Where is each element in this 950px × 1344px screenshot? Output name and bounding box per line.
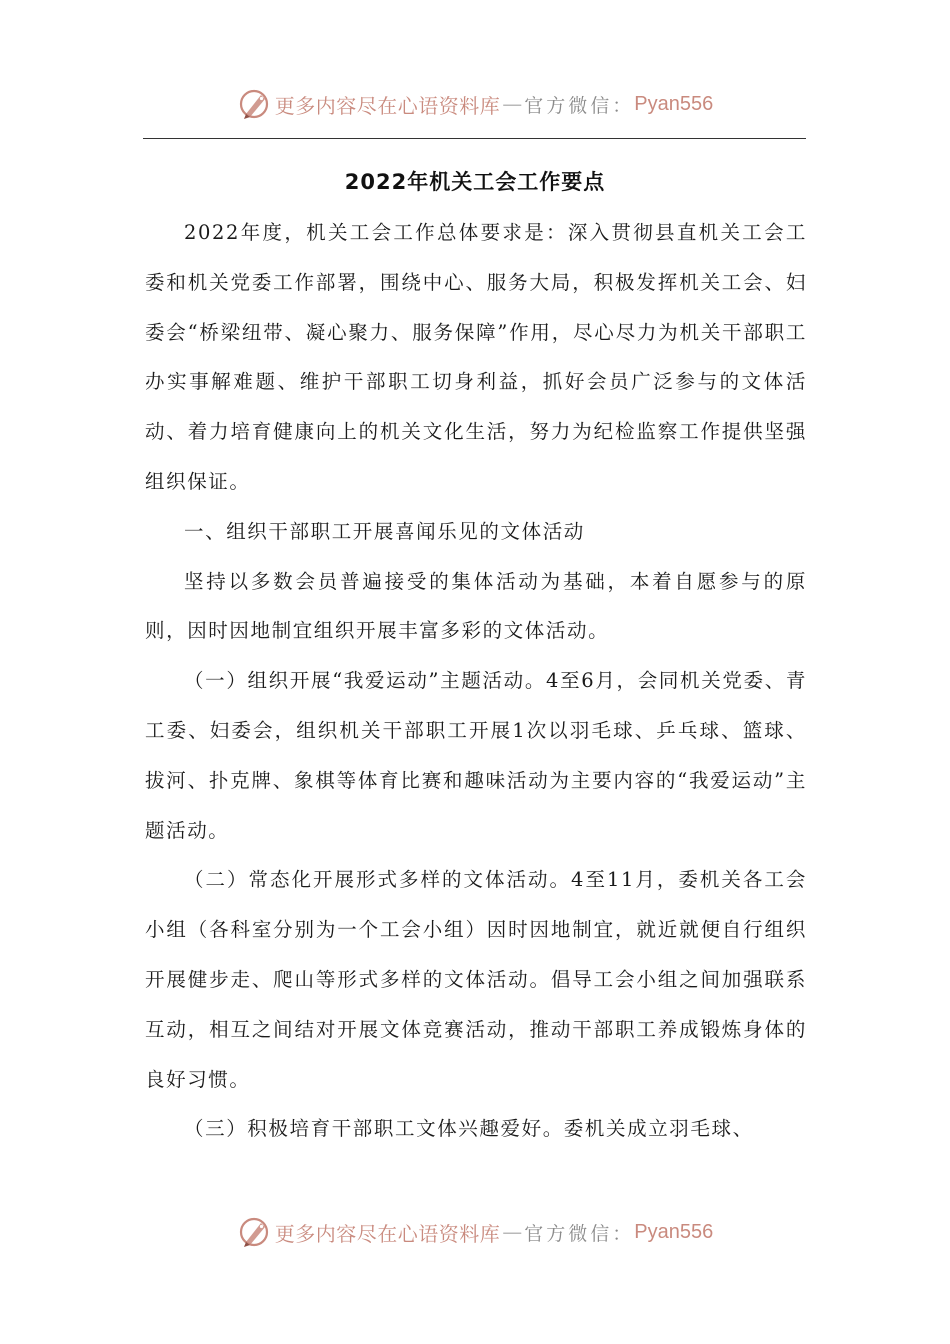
paragraph-item-2: （二）常态化开展形式多样的文体活动。4至11月，委机关各工会小组（各科室分别为一个工会小组）因时因地制宜，就近就便自行组织开展健步走、爬山等形式多样的文体活动。倡导工会小组之间加强联系互动，相互之间结对开展文体竞赛活动，推动干部职工养成锻炼身体的良好习惯。 bbox=[145, 868, 807, 1091]
watermark-wechat-label: 官方微信： bbox=[524, 1222, 635, 1245]
watermark-brand-text: 更多内容尽在心语资料库 bbox=[274, 93, 501, 118]
pen-nib-logo-icon bbox=[237, 87, 271, 121]
header-divider bbox=[143, 138, 806, 139]
watermark-wechat-id: Pyan556 bbox=[634, 1220, 714, 1243]
paragraph-item-1: （一）组织开展“我爱运动”主题活动。4至6月，会同机关党委、青工委、妇委会，组织机关干部职工开展1次以羽毛球、乒乓球、篮球、拔河、扑克牌、象棋等体育比赛和趣味活动为主要内容的“我爱运动”主题活动。 bbox=[145, 669, 807, 842]
pen-nib-logo-icon bbox=[237, 1215, 271, 1249]
watermark-wechat-label: 官方微信： bbox=[524, 94, 635, 117]
header-watermark bbox=[0, 84, 950, 124]
watermark-dash: — bbox=[502, 92, 523, 116]
paragraph-intro: 2022年度，机关工会工作总体要求是：深入贯彻县直机关工会工委和机关党委工作部署，围绕中心、服务大局，积极发挥机关工会、妇委会“桥梁纽带、凝心聚力、服务保障”作用，尽心尽力为机关干部职工办实事解难题、维护干部职工切身利益，抓好会员广泛参与的文体活动、着力培育健康向上的机关文化生活，努力为纪检监察工作提供坚强组织保证。 bbox=[145, 221, 807, 493]
watermark-wechat-id: Pyan556 bbox=[634, 92, 714, 115]
footer-watermark bbox=[0, 1212, 950, 1252]
paragraph-item-3: （三）积极培育干部职工文体兴趣爱好。委机关成立羽毛球、 bbox=[184, 1117, 754, 1141]
watermark-brand-text: 更多内容尽在心语资料库 bbox=[274, 1221, 501, 1246]
document-title: 2022年机关工会工作要点 bbox=[344, 170, 606, 194]
watermark-dash: — bbox=[502, 1220, 523, 1244]
paragraph-section-1-intro: 坚持以多数会员普遍接受的集体活动为基础，本着自愿参与的原则，因时因地制宜组织开展丰富多彩的文体活动。 bbox=[145, 569, 807, 643]
document-body bbox=[145, 208, 807, 1154]
section-heading-1: 一、组织干部职工开展喜闻乐见的文体活动 bbox=[184, 519, 585, 543]
